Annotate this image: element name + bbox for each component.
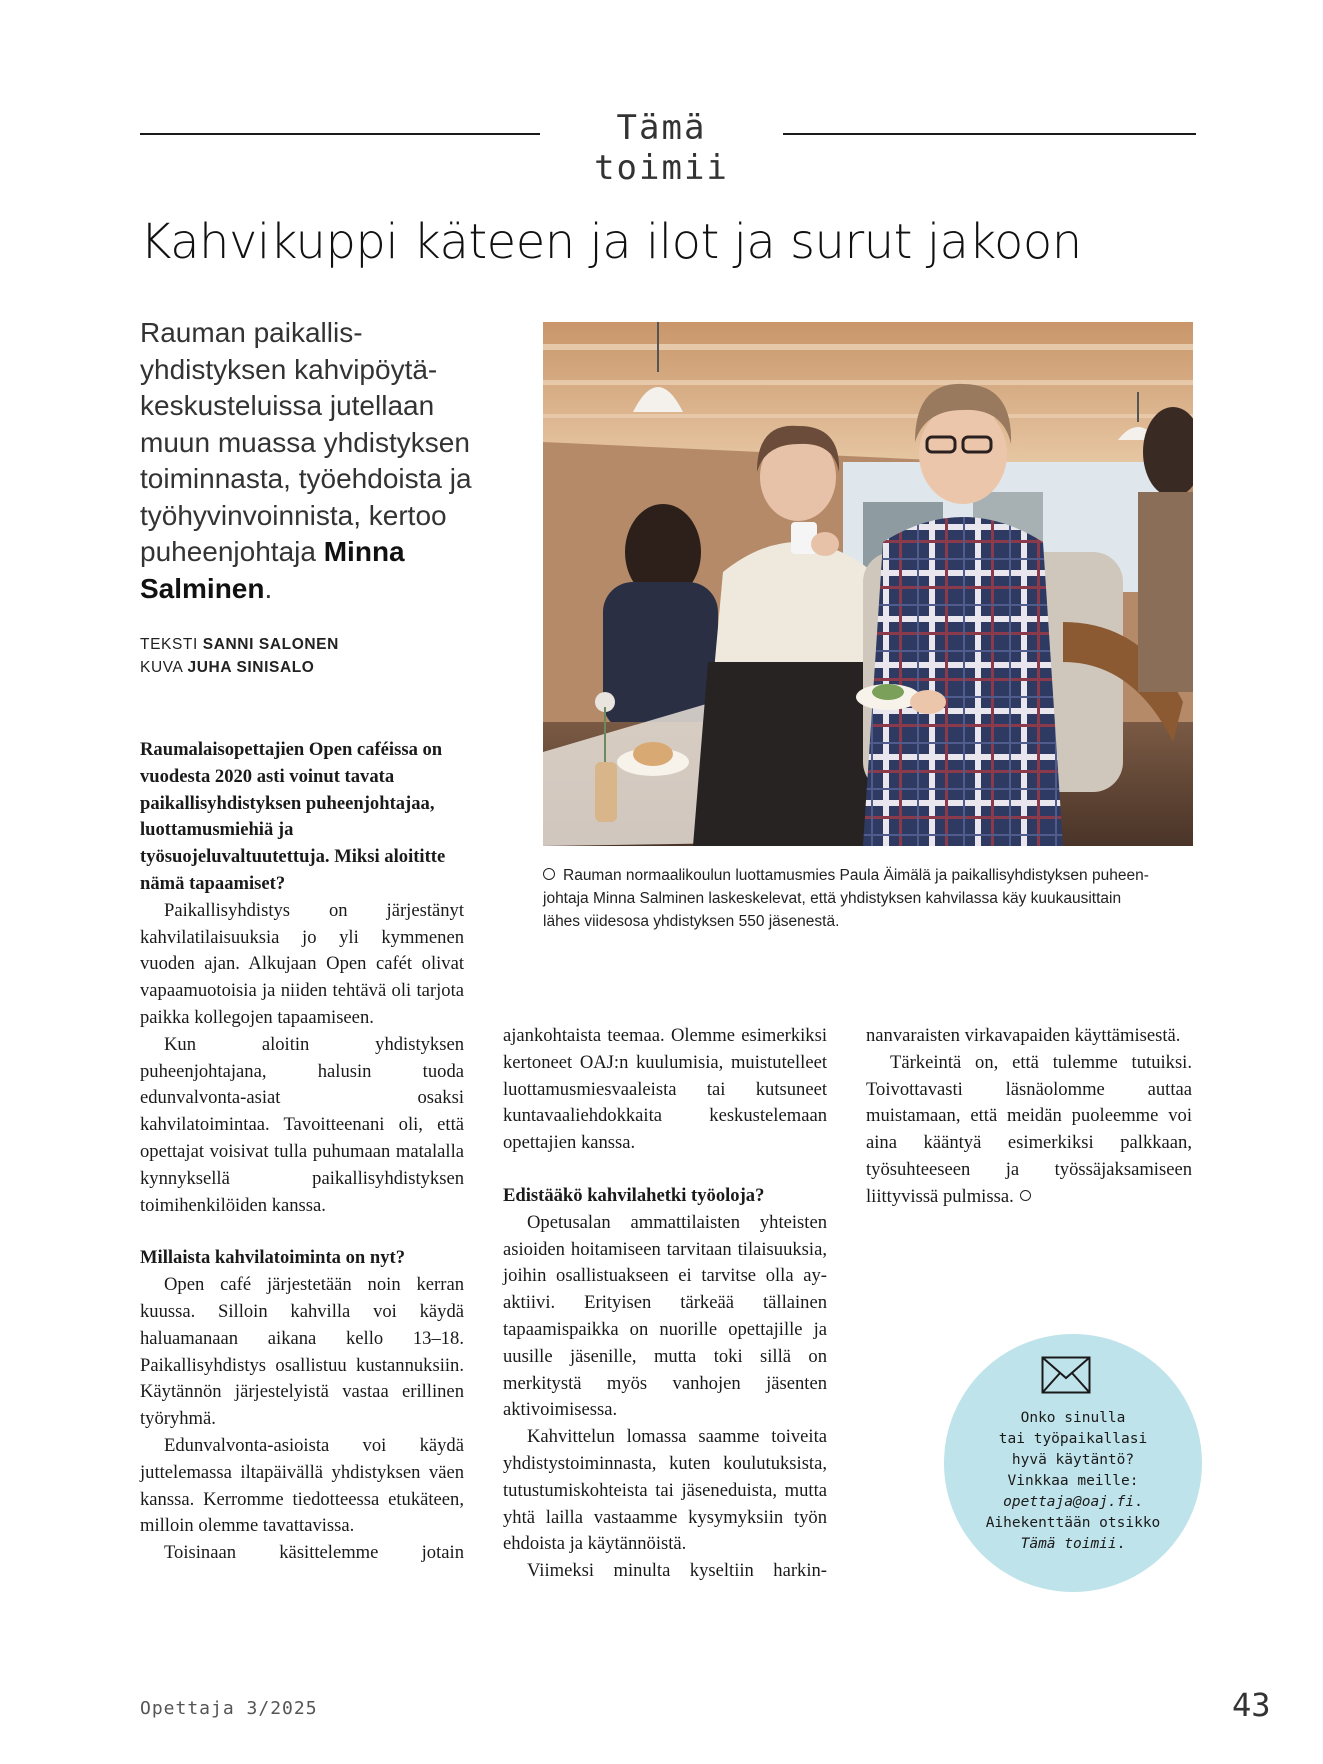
page-title: Kahvikuppi käteen ja ilot ja surut jakoon — [140, 214, 1082, 270]
byline-photo — [140, 659, 314, 677]
tip-line: Vinkkaa meille: — [1007, 1473, 1139, 1489]
body-paragraph: Paikallisyhdistys on järjestänyt kahvilatilaisuuksia jo yli kymmenen vuoden ajan. Alkujaan Open cafét olivat vapaamuotoisia ja niiden tehtävä oli tarjota paikka kollegojen tapaamiseen. — [140, 899, 464, 1028]
caption-line: lähes viidesosa yhdistyksen 550 jäsenestä. — [543, 913, 840, 930]
header-rule-right — [783, 133, 1196, 135]
body-text: Tärkeintä on, että tulemme tutuiksi. Toivottavasti läsnäolomme auttaa muistamaan, että meidän puoleemme voi aina kääntyä esimerkiksi palkkaan, työsuhteeseen ja työssäjaksamiseen liittyvissä pulmissa. — [866, 1051, 1192, 1207]
body-paragraph: Kun aloitin yhdistyksen puheenjohtajana, halusin tuoda edunvalvonta-asiat osaksi kahvilatoimintaa. Tavoitteenani oli, että opettajat voisivat tulla puhumaan matalalla kynnyksellä paikallisyhdistyksen toimihenkilöiden kanssa. — [140, 1033, 464, 1216]
lead-line — [140, 534, 480, 571]
body-paragraph: nanvaraisten virkavapaiden käyttämisestä. — [866, 1025, 1181, 1046]
lead-text: puheenjohtaja — [140, 536, 324, 567]
article-column-2 — [503, 1023, 827, 1585]
byline-author: SANNI SALONEN — [202, 636, 339, 653]
byline-label: TEKSTI — [140, 636, 198, 653]
tip-email-link[interactable]: opettaja@oaj.fi — [1003, 1494, 1135, 1510]
caption-line: johtaja Minna Salminen laskeskelevat, että yhdistyksen kahvilassa käy kuukausittain — [543, 890, 1122, 907]
bullet-circle-icon — [543, 868, 555, 880]
page-number: 43 — [1232, 1686, 1271, 1724]
lead-line: keskusteluissa jutellaan — [140, 390, 435, 421]
subheading: Edistääkö kahvilahetki työoloja? — [503, 1184, 765, 1206]
body-paragraph: Opetusalan ammattilaisten yhteisten asioiden hoitamiseen tarvitaan tilaisuuksia, joihin osallistuakseen ei tarvitse olla ay-aktiivi. Erityisen tärkeää tällainen tapaamispaikka on nuorille opettajille ja uusille jäsenille, mutta toki sillä on merkitystä myös vanhojen jäsenten aktivoimisessa. — [503, 1211, 827, 1421]
body-paragraph: Open café järjestetään noin kerran kuussa. Silloin kahvilla voi käydä haluamanaan aikana kello 13–18. Paikallisyhdistys osallistuu kustannuksiin. Käytännön järjestelyistä vastaa erillinen työryhmä. — [140, 1274, 464, 1430]
caption-text: Rauman normaalikoulun luottamusmies Paula Äimälä ja paikallisyhdistyksen puheen- — [563, 867, 1149, 884]
photo-caption — [543, 864, 1195, 933]
tip-line: Onko sinulla — [1020, 1410, 1126, 1426]
lead-line: työhyvinvoinnista, kertoo — [140, 499, 447, 531]
end-mark-icon — [1020, 1190, 1031, 1201]
header-rule-left — [140, 133, 540, 135]
lead-name: Salminen — [140, 572, 265, 604]
body-paragraph: Viimeksi minulta kyseltiin harkin- — [527, 1560, 827, 1582]
byline-photographer: JUHA SINISALO — [187, 659, 315, 676]
tip-line — [944, 1534, 1202, 1555]
article-column-1 — [140, 737, 464, 1567]
byline-text — [140, 636, 339, 654]
body-paragraph: ajankohtaista teemaa. Olemme esimerkiksi kertoneet OAJ:n kuulumisia, muistutelleet luottamusmiesvaaleista tai kutsuneet kuntavaaliehdokkaita keskustelemaan opettajien kanssa. — [503, 1025, 827, 1154]
lead-line: toiminnasta, työehdoista ja — [140, 463, 472, 494]
subheading: Millaista kahvilatoiminta on nyt? — [140, 1247, 405, 1269]
body-paragraph: Edunvalvonta-asioista voi käydä juttelemassa iltapäivällä yhdistyksen väen kanssa. Kerromme tiedotteessa etukäteen, milloin olemme tavattavissa. — [140, 1434, 464, 1537]
byline-label: KUVA — [140, 659, 183, 676]
footer-magazine: Opettaja 3/2025 — [140, 1698, 318, 1719]
tip-line: hyvä käytäntö? — [1011, 1452, 1135, 1468]
article-photo — [543, 322, 1193, 846]
tip-line — [944, 1492, 1202, 1513]
tip-punct: . — [1116, 1536, 1126, 1552]
lead-text: . — [264, 572, 273, 604]
body-paragraph: Kahvittelun lomassa saamme toiveita yhdistystoiminnasta, kuten koulutuksista, tutustumiskohteista tai jäseneduista, mutta yhtä lailla vastaamme kysymyksiin työn ehdoista ja käytännöistä. — [503, 1426, 827, 1555]
section-label: Tämä toimii — [594, 108, 729, 188]
article-column-3 — [866, 1023, 1192, 1211]
interview-question: Raumalaisopettajien Open caféissa on vuodesta 2020 asti voinut tavata paikallisyhdistyksen puheenjohtajaa, luottamusmiehiä ja työsuojeluvaltuutettuja. Miksi aloititte nämä tapaamiset? — [140, 739, 446, 894]
lead-name: Minna — [323, 536, 405, 567]
lead-paragraph — [140, 315, 480, 607]
lead-line: Rauman paikallis- — [140, 317, 363, 348]
tip-line: Aihekenttään otsikko — [985, 1515, 1161, 1531]
lead-line: yhdistyksen kahvipöytä- — [140, 353, 438, 385]
tip-punct: . — [1134, 1494, 1143, 1510]
caption-line — [543, 864, 1195, 887]
tip-text — [944, 1408, 1202, 1555]
lead-line: muun muassa yhdistyksen — [140, 426, 470, 458]
tip-topic: Tämä toimii — [1020, 1536, 1117, 1552]
body-paragraph — [866, 1050, 1192, 1211]
envelope-icon — [1041, 1356, 1091, 1394]
lead-line — [140, 571, 480, 608]
body-paragraph: Toisinaan käsittelemme jotain — [164, 1542, 464, 1564]
tip-line: tai työpaikallasi — [998, 1431, 1148, 1447]
